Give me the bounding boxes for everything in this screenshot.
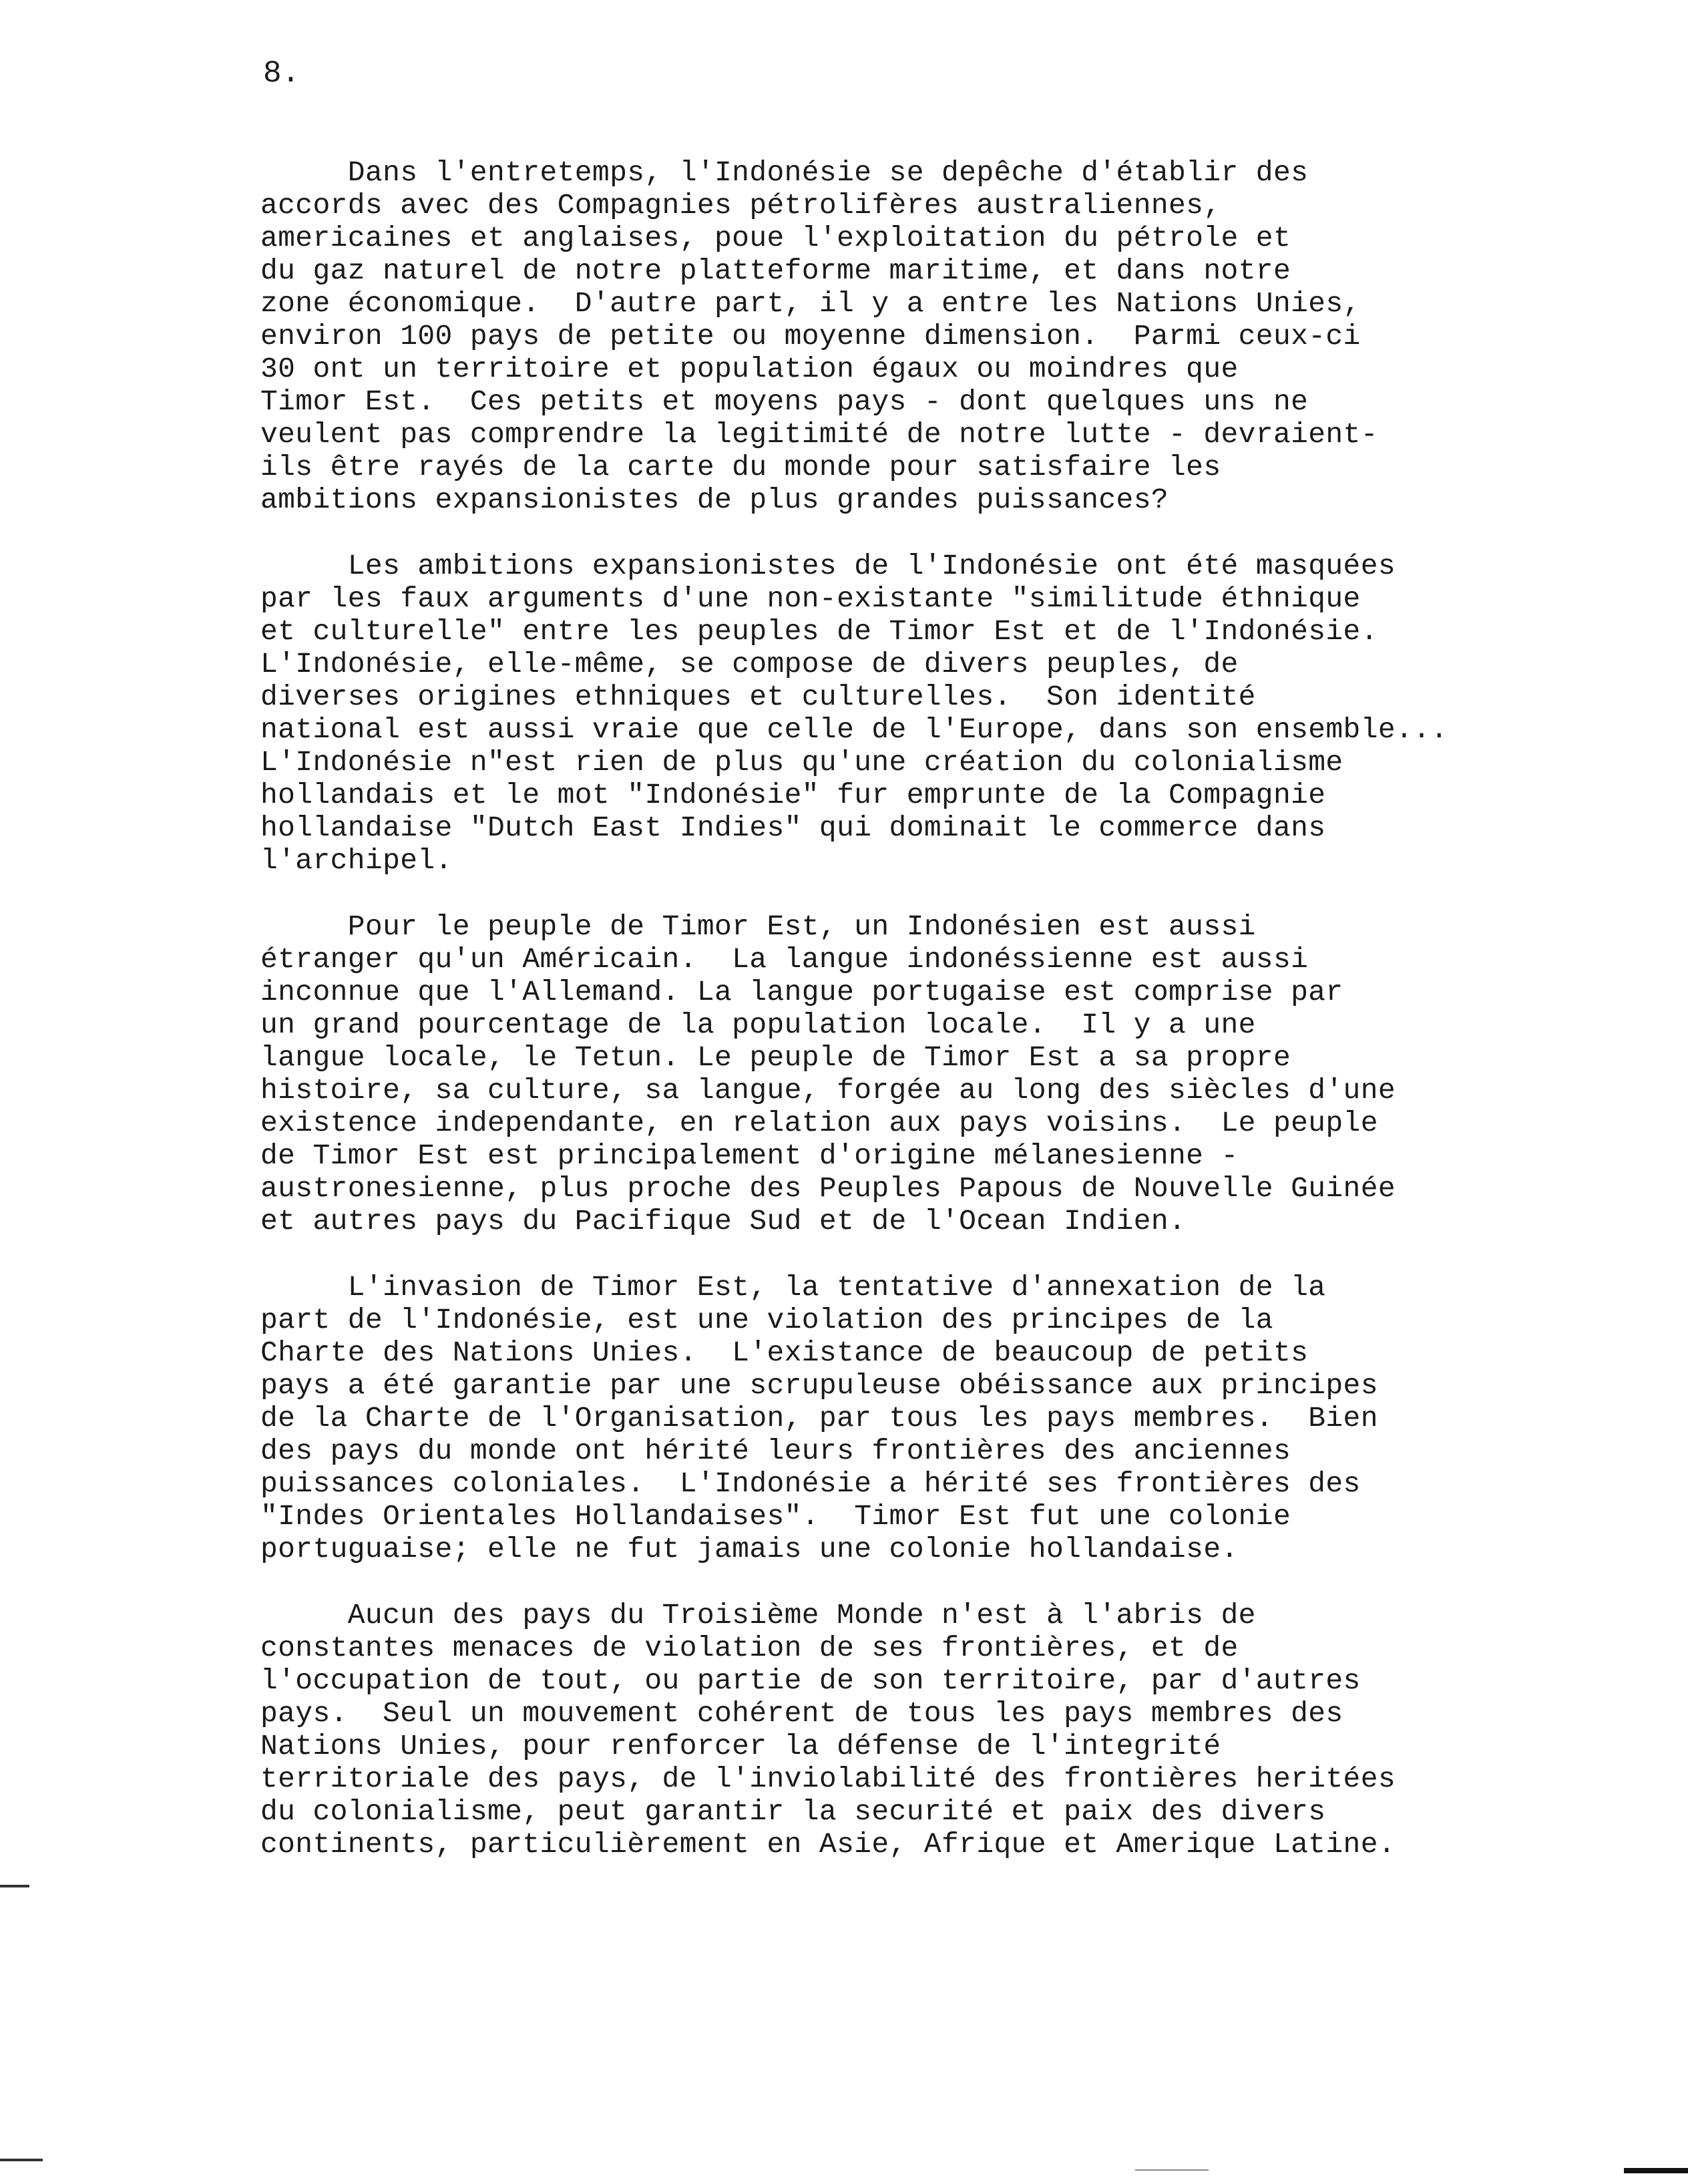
- text-line: inconnue que l'Allemand. La langue portugaise est comprise par: [260, 976, 1343, 1009]
- text-line: Nations Unies, pour renforcer la défense de l'integrité: [260, 1730, 1221, 1763]
- text-line: 30 ont un territoire et population égaux ou moindres que: [260, 353, 1239, 385]
- text-line: de Timor Est est principalement d'origine mélanesienne -: [260, 1139, 1239, 1172]
- text-line: hollandaise "Dutch East Indies" qui dominait le commerce dans: [260, 811, 1326, 844]
- text-line: Pour le peuple de Timor Est, un Indonésien est aussi: [260, 910, 1256, 943]
- text-line: existence independante, en relation aux pays voisins. Le peuple: [260, 1107, 1378, 1139]
- text-line: veulent pas comprendre la legitimité de notre lutte - devraient-: [260, 418, 1378, 451]
- text-line: L'Indonésie n"est rien de plus qu'une création du colonialisme: [260, 746, 1343, 779]
- text-line: Timor Est. Ces petits et moyens pays - dont quelques uns ne: [260, 385, 1309, 418]
- document-body: [260, 156, 1636, 1894]
- text-line: étranger qu'un Américain. La langue indonéssienne est aussi: [260, 943, 1309, 976]
- text-line: diverses origines ethniques et culturelles. Son identité: [260, 681, 1256, 713]
- text-line: L'invasion de Timor Est, la tentative d'annexation de la: [260, 1271, 1326, 1304]
- text-line: des pays du monde ont hérité leurs frontières des anciennes: [260, 1435, 1291, 1467]
- text-line: par les faux arguments d'une non-existante "similitude éthnique: [260, 582, 1361, 615]
- text-line: l'occupation de tout, ou partie de son territoire, par d'autres: [260, 1664, 1361, 1697]
- text-line: pays a été garantie par une scrupuleuse obéissance aux principes: [260, 1369, 1378, 1402]
- text-line: du colonialisme, peut garantir la securité et paix des divers: [260, 1795, 1326, 1828]
- text-line: et autres pays du Pacifique Sud et de l'Ocean Indien.: [260, 1205, 1187, 1238]
- text-line: Les ambitions expansionistes de l'Indonésie ont été masquées: [260, 550, 1396, 582]
- text-line: part de l'Indonésie, est une violation des principes de la: [260, 1304, 1273, 1336]
- text-line: zone économique. D'autre part, il y a entre les Nations Unies,: [260, 287, 1361, 320]
- text-line: portuguaise; elle ne fut jamais une colonie hollandaise.: [260, 1533, 1239, 1566]
- paragraph-4: [260, 1271, 1636, 1566]
- paragraph-3: [260, 910, 1636, 1238]
- text-line: environ 100 pays de petite ou moyenne dimension. Parmi ceux-ci: [260, 320, 1361, 353]
- text-line: americaines et anglaises, poue l'exploitation du pétrole et: [260, 222, 1291, 254]
- text-line: puissances coloniales. L'Indonésie a hérité ses frontières des: [260, 1467, 1361, 1500]
- text-line: accords avec des Compagnies pétrolifères australiennes,: [260, 189, 1221, 222]
- text-line: "Indes Orientales Hollandaises". Timor Est fut une colonie: [260, 1500, 1291, 1533]
- text-line: austronesienne, plus proche des Peuples Papous de Nouvelle Guinée: [260, 1172, 1396, 1205]
- bottom-right-scan-mark: [1624, 2168, 1688, 2173]
- text-line: pays. Seul un mouvement cohérent de tous les pays membres des: [260, 1697, 1343, 1730]
- text-line: Charte des Nations Unies. L'existance de beaucoup de petits: [260, 1336, 1309, 1369]
- text-line: Aucun des pays du Troisième Monde n'est à l'abris de: [260, 1599, 1256, 1632]
- page-number: 8.: [263, 56, 300, 91]
- bottom-center-scan-mark: [1135, 2169, 1209, 2171]
- text-line: de la Charte de l'Organisation, par tous les pays membres. Bien: [260, 1402, 1378, 1435]
- text-line: du gaz naturel de notre platteforme maritime, et dans notre: [260, 254, 1291, 287]
- text-line: l'archipel.: [260, 844, 453, 877]
- text-line: Dans l'entretemps, l'Indonésie se depêche d'établir des: [260, 156, 1309, 189]
- left-margin-mark: [0, 1885, 29, 1887]
- text-line: L'Indonésie, elle-même, se compose de divers peuples, de: [260, 648, 1239, 681]
- text-line: hollandais et le mot "Indonésie" fur emprunte de la Compagnie: [260, 779, 1326, 811]
- text-line: constantes menaces de violation de ses frontières, et de: [260, 1632, 1239, 1664]
- text-line: continents, particulièrement en Asie, Afrique et Amerique Latine.: [260, 1828, 1396, 1861]
- text-line: ils être rayés de la carte du monde pour satisfaire les: [260, 451, 1221, 484]
- text-line: histoire, sa culture, sa langue, forgée au long des siècles d'une: [260, 1074, 1396, 1107]
- text-line: national est aussi vraie que celle de l'Europe, dans son ensemble...: [260, 713, 1448, 746]
- paragraph-2: [260, 550, 1636, 877]
- text-line: ambitions expansionistes de plus grandes puissances?: [260, 484, 1169, 516]
- paragraph-1: [260, 156, 1636, 516]
- text-line: territoriale des pays, de l'inviolabilité des frontières heritées: [260, 1763, 1396, 1795]
- text-line: et culturelle" entre les peuples de Timor Est et de l'Indonésie.: [260, 615, 1378, 648]
- text-line: un grand pourcentage de la population locale. Il y a une: [260, 1009, 1256, 1041]
- bottom-left-scan-mark: [0, 2159, 43, 2161]
- paragraph-5: [260, 1599, 1636, 1861]
- text-line: langue locale, le Tetun. Le peuple de Timor Est a sa propre: [260, 1041, 1291, 1074]
